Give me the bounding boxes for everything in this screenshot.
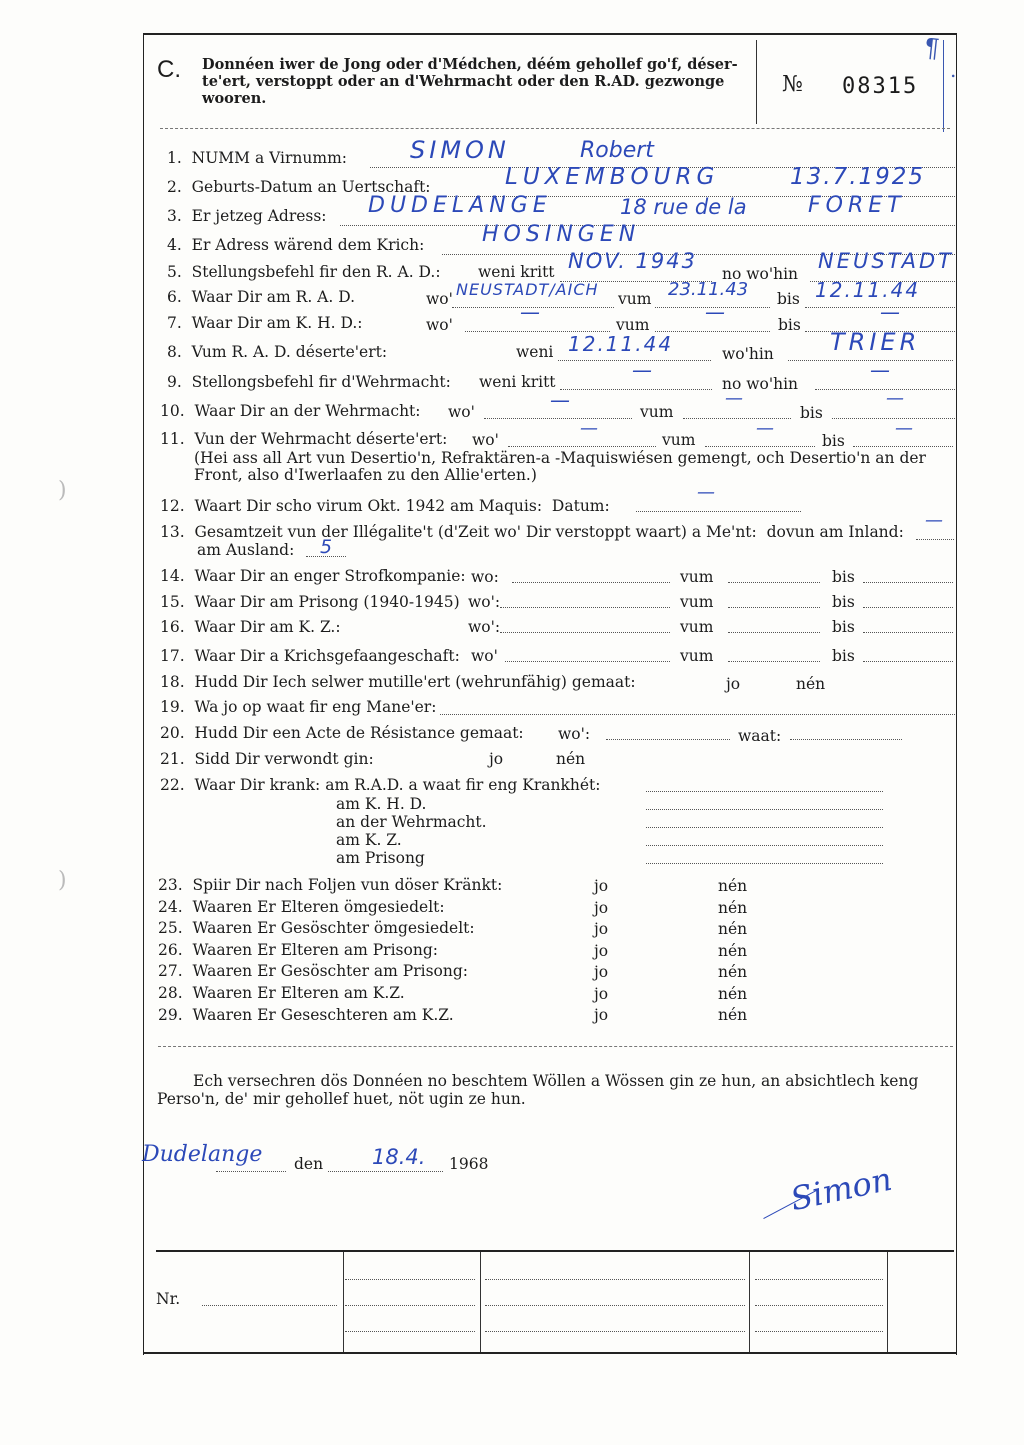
header-separator <box>160 128 950 129</box>
declaration-separator <box>158 1046 953 1047</box>
desert-wm-from-line[interactable] <box>705 445 815 447</box>
signature: Simon <box>787 1159 896 1219</box>
item-14-where-label: wo: <box>471 568 499 586</box>
wehrmacht-where-line[interactable] <box>484 417 632 419</box>
footer-cell-line[interactable] <box>755 1304 883 1306</box>
address-field-line[interactable] <box>340 224 955 226</box>
prison-from-line[interactable] <box>728 606 820 608</box>
wehrmacht-dest-line[interactable] <box>815 388 955 390</box>
item-7-where-label: wo' <box>426 316 453 334</box>
item-26-no[interactable]: nén <box>718 942 748 960</box>
footer-cell-line[interactable] <box>345 1304 475 1306</box>
item-27: 27. Waaren Er Gesöschter am Prisong: <box>158 962 468 980</box>
item-29-no[interactable]: nén <box>718 1006 748 1024</box>
item-25: 25. Waaren Er Gesöschter ömgesiedelt: <box>158 919 475 937</box>
rad-from-value: 23.11.43 <box>668 279 749 300</box>
item-11-from-label: vum <box>662 431 696 449</box>
item-16-where-label: wo': <box>468 618 501 636</box>
item-15-from-label: vum <box>680 593 714 611</box>
footer-divider <box>343 1252 344 1352</box>
footer-cell-line[interactable] <box>485 1330 745 1332</box>
footer-cell-line[interactable] <box>485 1304 745 1306</box>
item-10-from-label: vum <box>640 403 674 421</box>
item-11-where-label: wo' <box>472 431 499 449</box>
item-9-when-label: weni kritt <box>479 373 556 391</box>
item-20: 20. Hudd Dir een Acte de Résistance gemaat: <box>160 724 524 742</box>
item-22-kz: am K. Z. <box>336 831 402 849</box>
form-number: 08315 <box>842 74 919 99</box>
item-15-where-label: wo': <box>468 593 501 611</box>
footer-cell-line[interactable] <box>755 1330 883 1332</box>
strafkompanie-from-line[interactable] <box>728 581 820 583</box>
pow-to-line[interactable] <box>863 660 953 662</box>
item-28-no[interactable]: nén <box>718 985 748 1003</box>
rad-to-value: 12.11.44 <box>815 278 921 302</box>
desert-rad-dest-value: TRIER <box>830 328 921 356</box>
item-20-where-label: wo': <box>558 725 591 743</box>
maquis-date-line[interactable] <box>636 510 801 512</box>
item-22-prison: am Prisong <box>336 849 425 867</box>
footer-nr-label: Nr. <box>156 1290 181 1308</box>
prison-where-line[interactable] <box>500 606 670 608</box>
wehrmacht-order-line[interactable] <box>560 388 712 390</box>
item-29-yes[interactable]: jo <box>594 1006 609 1024</box>
item-18: 18. Hudd Dir Iech selwer mutille'ert (wehrunfähig) gemaat: <box>160 673 636 691</box>
item-3: 3. Er jetzeg Adress: <box>167 207 327 225</box>
illness-rad-line[interactable] <box>646 790 883 792</box>
item-28: 28. Waaren Er Elteren am K.Z. <box>158 984 405 1002</box>
khd-from-value: — <box>705 300 725 324</box>
khd-where-value: — <box>520 300 540 324</box>
birthplace-value: LUXEMBOURG <box>505 164 720 190</box>
item-23-yes[interactable]: jo <box>594 877 609 895</box>
footer-cell-line[interactable] <box>345 1330 475 1332</box>
date-value: 18.4. <box>372 1145 426 1169</box>
desert-wm-to-value: — <box>895 418 913 439</box>
item-9: 9. Stellongsbefehl fir d'Wehrmacht: <box>167 373 451 391</box>
section-title: Donnéen iwer de Jong oder d'Médchen, déém gehollef go'f, déser-te'ert, verstoppt oder an d'Wehrmacht oder den R.AD. gezwonge wooren. <box>202 56 738 107</box>
item-16: 16. Waar Dir am K. Z.: <box>160 618 341 636</box>
wehrmacht-from-value: — <box>725 388 743 409</box>
kz-to-line[interactable] <box>863 631 953 633</box>
address-street-value: 18 rue de la <box>620 195 747 219</box>
war-address-value: HOSINGEN <box>482 222 641 247</box>
item-5-when-label: weni kritt <box>478 263 555 281</box>
item-17: 17. Waar Dir a Krichsgefaangeschaft: <box>160 647 460 665</box>
item-label: NUMM a Virnumm: <box>191 149 347 167</box>
item-12: 12. Waart Dir scho virum Okt. 1942 am Maquis: Datum: <box>160 497 610 515</box>
item-27-yes[interactable]: jo <box>594 963 609 981</box>
item-4: 4. Er Adress wärend dem Krich: <box>167 236 425 254</box>
item-18-yes[interactable]: jo <box>726 675 741 693</box>
item-28-yes[interactable]: jo <box>594 985 609 1003</box>
item-13: 13. Gesamtzeit vun der Illégalite't (d'Zeit wo' Dir verstoppt waart) a Me'nt: dovun am Inland: <box>160 523 904 541</box>
footer-nr-line[interactable] <box>202 1304 337 1306</box>
wehrmacht-from-line[interactable] <box>683 417 791 419</box>
item-20-what-label: waat: <box>738 727 782 745</box>
item-24-yes[interactable]: jo <box>594 899 609 917</box>
place-value: Dudelange <box>142 1142 263 1167</box>
item-10: 10. Waar Dir an der Wehrmacht: <box>160 402 421 420</box>
pencil-mark: ¶ <box>923 31 941 63</box>
item-5-where-label: no wo'hin <box>722 265 799 283</box>
item-8: 8. Vum R. A. D. déserte'ert: <box>167 343 388 361</box>
item-26: 26. Waaren Er Elteren am Prisong: <box>158 941 438 959</box>
wehrmacht-where-value: — <box>550 388 570 412</box>
item-26-yes[interactable]: jo <box>594 942 609 960</box>
place-line[interactable] <box>216 1170 286 1172</box>
pow-from-line[interactable] <box>728 660 820 662</box>
firstname-value: Robert <box>580 138 654 163</box>
item-22-khd: am K. H. D. <box>336 795 427 813</box>
illness-kz-line[interactable] <box>646 844 883 846</box>
item-27-no[interactable]: nén <box>718 963 748 981</box>
item-7: 7. Waar Dir am K. H. D.: <box>167 314 363 332</box>
item-23-no[interactable]: nén <box>718 877 748 895</box>
resistance-what-line[interactable] <box>790 738 902 740</box>
item-1 <box>167 149 347 167</box>
wehrmacht-order-value: — <box>632 358 652 382</box>
header-divider <box>756 40 757 124</box>
item-17-from-label: vum <box>680 647 714 665</box>
inland-months-value: — <box>925 510 943 531</box>
item-17-where-label: wo' <box>471 647 498 665</box>
item-8-where-label: wo'hin <box>722 345 774 363</box>
surname-value: SIMON <box>410 136 510 164</box>
maquis-date-value: — <box>697 482 715 503</box>
strafkompanie-where-line[interactable] <box>512 581 670 583</box>
illness-prison-line[interactable] <box>646 862 883 864</box>
abroad-months-value: 5 <box>320 536 333 558</box>
footer-divider <box>480 1252 481 1352</box>
item-9-where-label: no wo'hin <box>722 375 799 393</box>
footer-cell-line[interactable] <box>345 1278 475 1280</box>
pow-where-line[interactable] <box>505 660 670 662</box>
item-24: 24. Waaren Er Elteren ömgesiedelt: <box>158 898 445 916</box>
birthdate-value: 13.7.1925 <box>790 164 926 190</box>
desert-wm-where-value: — <box>580 418 598 439</box>
item-14: 14. Waar Dir an enger Strofkompanie: <box>160 567 466 585</box>
item-11-note: (Hei ass all Art vun Desertio'n, Refraktären-a -Maquiswiésen gemengt, och Desertio'n an der Front, also d'Iwerlaafen zu den Allie'erten.) <box>194 449 926 484</box>
illness-khd-line[interactable] <box>646 808 883 810</box>
prison-to-line[interactable] <box>863 606 953 608</box>
item-5: 5. Stellungsbefehl fir den R. A. D.: <box>167 263 441 281</box>
item-25-no[interactable]: nén <box>718 920 748 938</box>
wehrmacht-to-value: — <box>886 388 904 409</box>
margin-mark: ) <box>58 478 67 503</box>
item-6: 6. Waar Dir am R. A. D. <box>167 288 356 306</box>
item-25-yes[interactable]: jo <box>594 920 609 938</box>
item-number: 1. <box>167 149 182 167</box>
item-6-from-label: vum <box>618 290 652 308</box>
item-6-where-label: wo' <box>426 290 453 308</box>
date-line[interactable] <box>328 1170 443 1172</box>
footer-bottom-border <box>143 1352 957 1354</box>
desert-wm-from-value: — <box>756 418 774 439</box>
margin-mark: ) <box>58 868 67 893</box>
mutilation-manner-line[interactable] <box>440 713 955 715</box>
item-16-to-label: bis <box>832 618 855 636</box>
item-7-to-label: bis <box>778 316 801 334</box>
item-21-yes[interactable]: jo <box>489 750 504 768</box>
item-11-to-label: bis <box>822 432 845 450</box>
footer-cell-line[interactable] <box>755 1278 883 1280</box>
item-14-to-label: bis <box>832 568 855 586</box>
resistance-where-line[interactable] <box>606 738 730 740</box>
kz-from-line[interactable] <box>728 631 820 633</box>
khd-to-value: — <box>880 300 900 324</box>
pencil-dot: . <box>950 58 957 82</box>
desert-wm-to-line[interactable] <box>853 445 953 447</box>
item-22-wehrmacht: an der Wehrmacht. <box>336 813 487 831</box>
rad-order-date-value: NOV. 1943 <box>568 249 697 273</box>
item-19: 19. Wa jo op waat fir eng Mane'er: <box>160 698 437 716</box>
rad-destination-value: NEUSTADT <box>818 249 954 273</box>
item-22: 22. Waar Dir krank: am R.A.D. a waat fir eng Krankhét: <box>160 776 601 794</box>
item-13-abroad-label: am Ausland: <box>197 541 295 559</box>
item-6-to-label: bis <box>777 290 800 308</box>
item-23: 23. Spiir Dir nach Foljen vun döser Kränkt: <box>158 876 503 894</box>
number-sign: № <box>782 72 804 97</box>
date-label: den <box>294 1155 324 1173</box>
item-21-no[interactable]: nén <box>556 750 586 768</box>
wehrmacht-to-line[interactable] <box>832 417 955 419</box>
inland-months-line[interactable] <box>916 538 954 540</box>
item-7-from-label: vum <box>616 316 650 334</box>
item-16-from-label: vum <box>680 618 714 636</box>
item-14-from-label: vum <box>680 568 714 586</box>
item-17-to-label: bis <box>832 647 855 665</box>
footer-divider <box>749 1252 750 1352</box>
item-8-when-label: weni <box>516 343 554 361</box>
item-15-to-label: bis <box>832 593 855 611</box>
item-11: 11. Vun der Wehrmacht déserte'ert: <box>160 430 448 448</box>
desert-wm-where-line[interactable] <box>508 445 656 447</box>
address-town-value: DUDELANGE <box>368 193 552 218</box>
item-15: 15. Waar Dir am Prisong (1940-1945) <box>160 593 460 611</box>
wehrmacht-dest-value: — <box>870 358 890 382</box>
item-21: 21. Sidd Dir verwondt gin: <box>160 750 374 768</box>
kz-where-line[interactable] <box>500 631 670 633</box>
illness-wehrmacht-line[interactable] <box>646 826 883 828</box>
address-street-name: FORET <box>808 193 906 218</box>
item-10-where-label: wo' <box>448 403 475 421</box>
section-letter: C. <box>157 56 181 83</box>
pencil-line <box>943 40 944 132</box>
footer-cell-line[interactable] <box>485 1278 745 1280</box>
rad-where-value: NEUSTADT/AICH <box>456 280 599 299</box>
item-2: 2. Geburts-Datum an Uertschaft: <box>167 178 431 196</box>
footer-top-border <box>156 1250 954 1252</box>
item-29: 29. Waaren Er Geseschteren am K.Z. <box>158 1006 454 1024</box>
desert-rad-date-value: 12.11.44 <box>568 332 674 356</box>
declaration-text: Ech versechren dös Donnéen no beschtem Wöllen a Wössen gin ze hun, an absichtlech keng Perso'n, de' mir gehollef huet, nöt ugin ze hun. <box>157 1072 919 1108</box>
year-value: 1968 <box>449 1155 489 1173</box>
item-18-no[interactable]: nén <box>796 675 826 693</box>
item-10-to-label: bis <box>800 404 823 422</box>
footer-divider <box>887 1252 888 1352</box>
item-24-no[interactable]: nén <box>718 899 748 917</box>
strafkompanie-to-line[interactable] <box>863 581 953 583</box>
